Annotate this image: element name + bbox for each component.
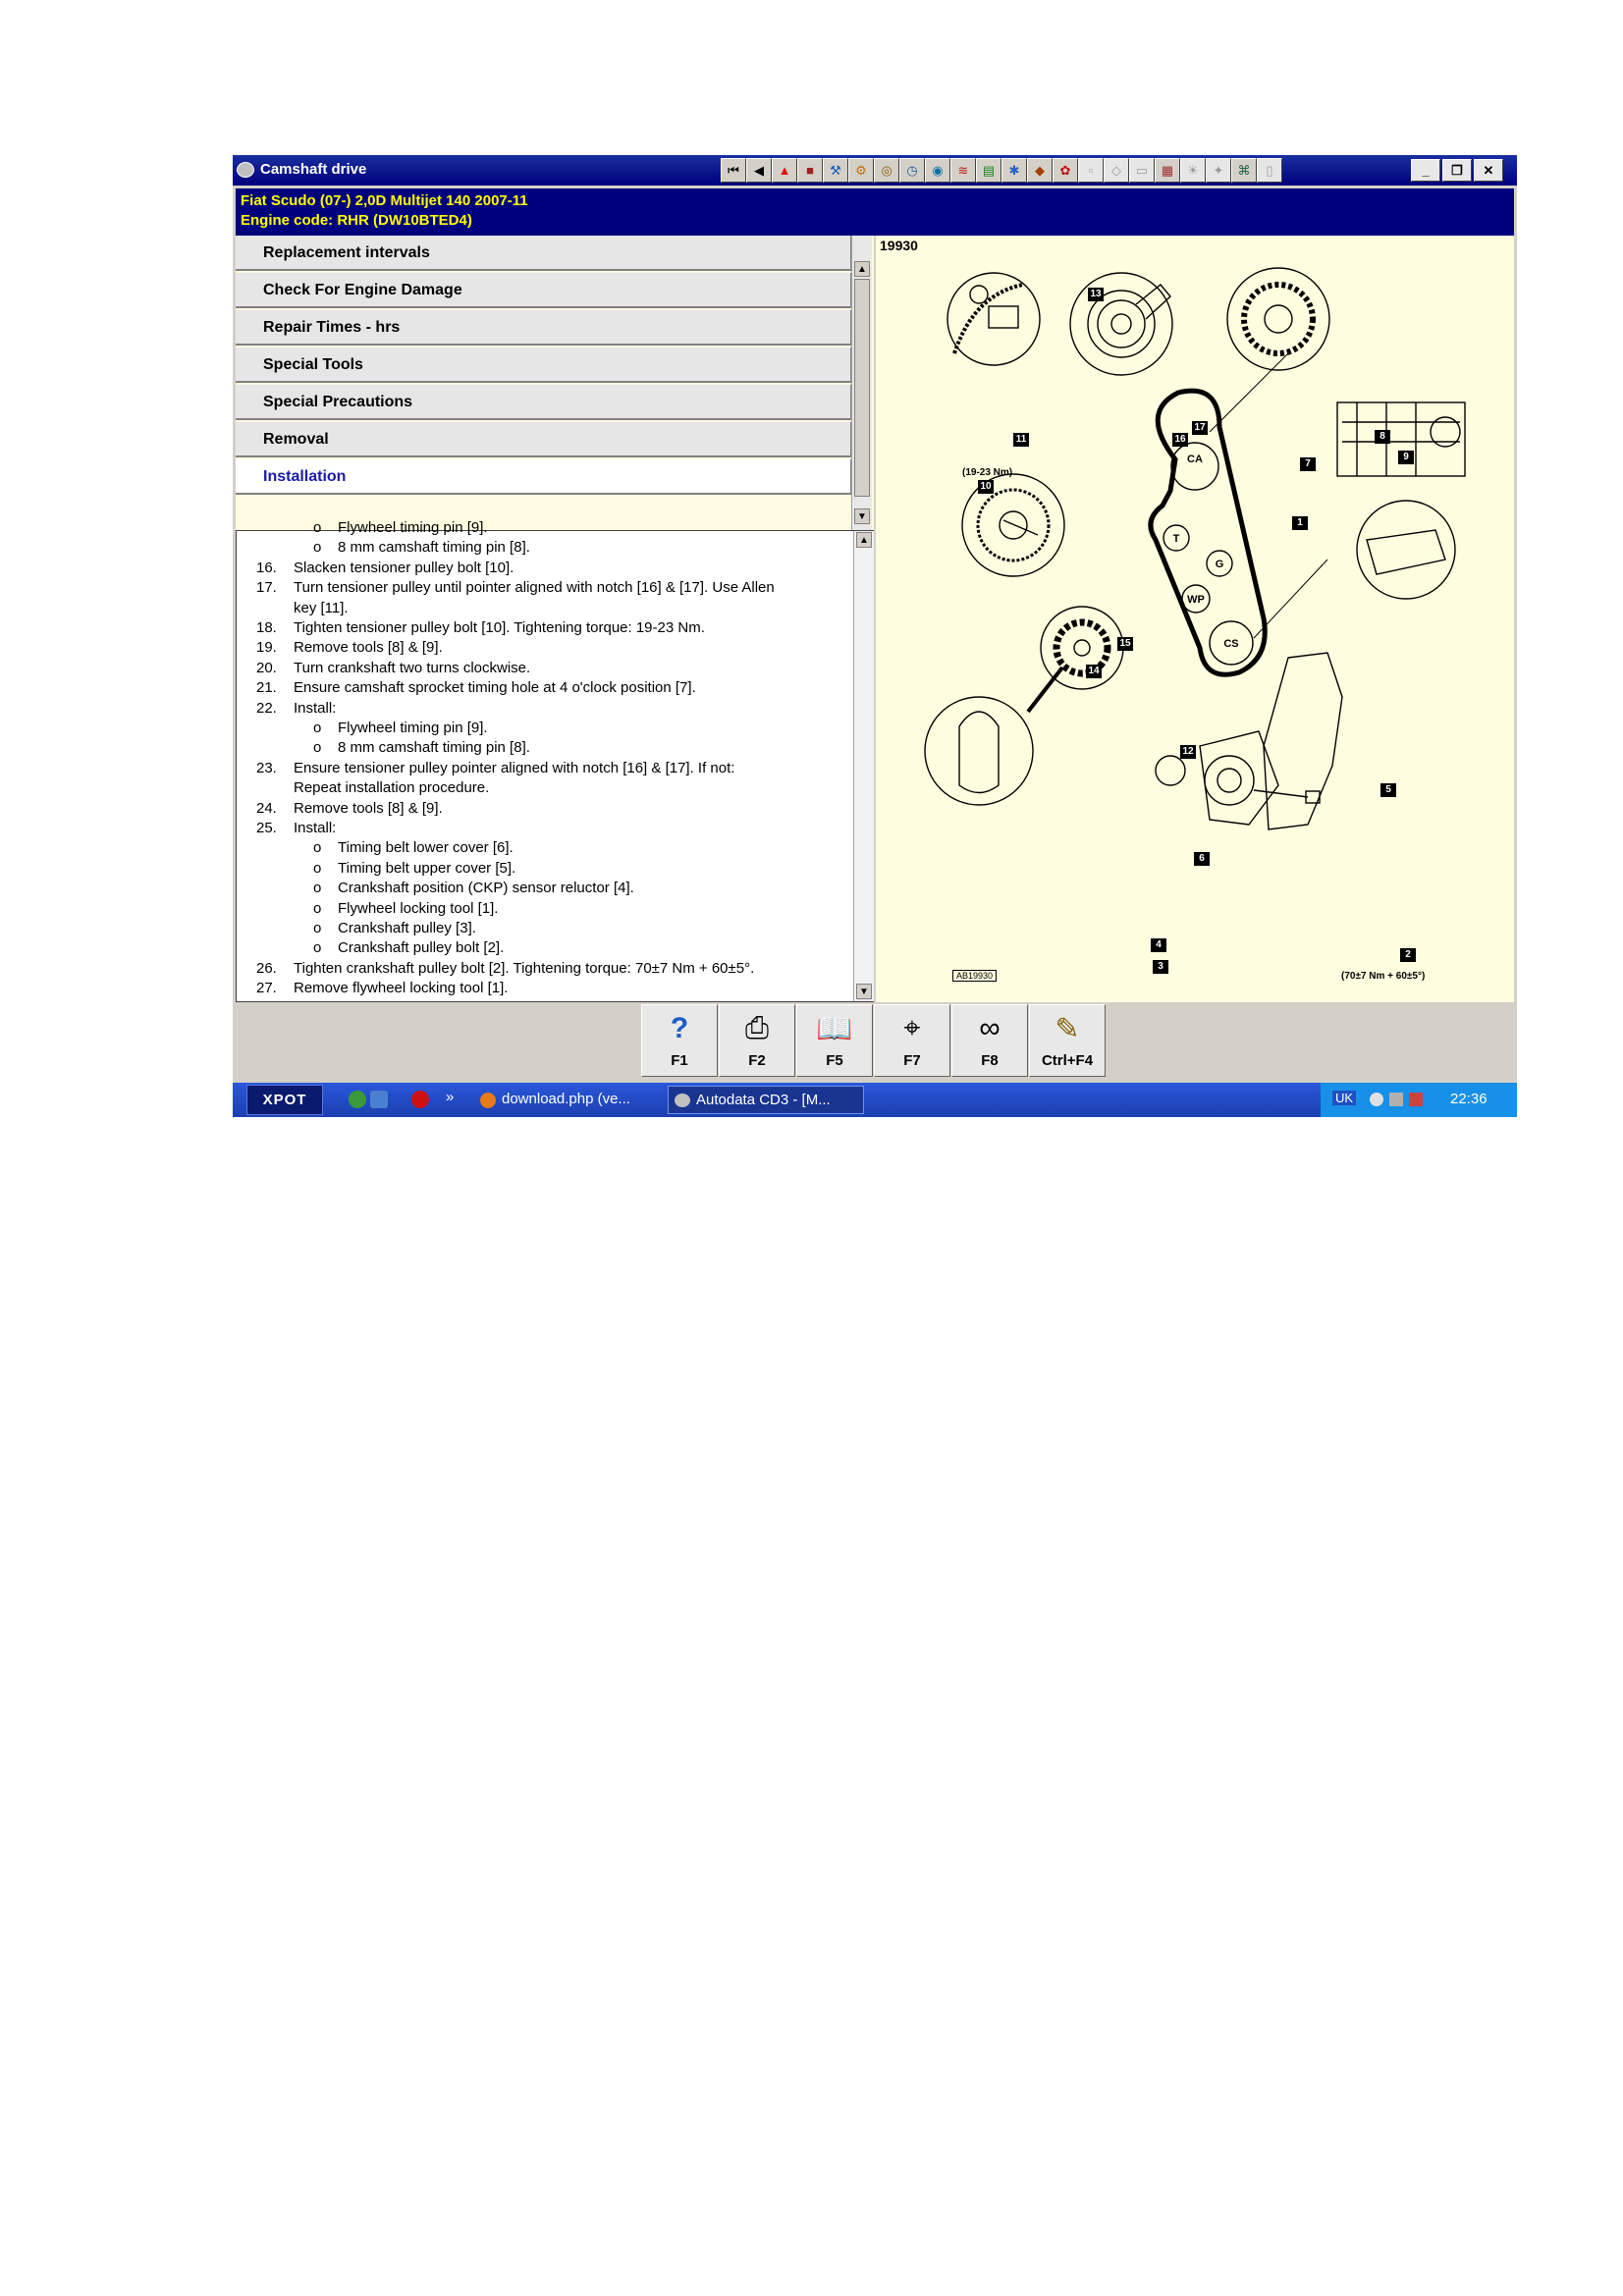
autodata-icon [675, 1094, 690, 1107]
step-text: Install: [294, 699, 337, 717]
speaker-icon[interactable] [1389, 1093, 1403, 1106]
nav-item-special-tools[interactable]: Special Tools [236, 347, 851, 383]
wiring-icon[interactable]: ≋ [950, 158, 976, 183]
autodata-window [233, 155, 1517, 1117]
label-wp: WP [1187, 594, 1205, 606]
text-scrollbar[interactable] [853, 531, 874, 1001]
step-text: Turn tensioner pulley until pointer aligned with notch [16] & [17]. Use Allen [294, 579, 775, 597]
diagram-illustration [876, 236, 1514, 1002]
nav-item-special-precautions[interactable]: Special Precautions [236, 385, 851, 420]
label-t: T [1172, 533, 1180, 545]
sub-item-text: Crankshaft pulley [3]. [338, 920, 476, 936]
vehicle-header [236, 188, 1514, 236]
camshaft-pulley [1171, 443, 1218, 490]
tensioner-torque-label: (19-23 Nm) [962, 467, 1013, 478]
minimize-button[interactable]: _ [1411, 159, 1440, 182]
network-icon[interactable]: ⌘ [1231, 158, 1257, 183]
person-icon[interactable]: ✦ [1206, 158, 1231, 183]
step-number: 20. [256, 659, 277, 676]
lower-cover [1200, 731, 1278, 825]
diagram-footer-code: AB19930 [952, 970, 997, 982]
clock: 22:36 [1450, 1091, 1488, 1107]
warning-icon[interactable]: ▲ [772, 158, 797, 183]
sub-item-text: Flywheel timing pin [9]. [338, 519, 488, 536]
bullet-icon: o [313, 720, 322, 736]
callout-16: 16 [1172, 433, 1188, 447]
step-number: 16. [256, 559, 277, 576]
callout-4: 4 [1151, 938, 1166, 952]
belt-toolbar-icon[interactable]: ◎ [874, 158, 899, 183]
task-autodata[interactable]: Autodata CD3 - [M... [668, 1086, 864, 1114]
detail-circle-flywheel [1357, 501, 1455, 599]
callout-11: 11 [1013, 433, 1029, 447]
step-text: Tighten crankshaft pulley bolt [2]. Tightening torque: 70±7 Nm + 60±5°. [294, 959, 755, 977]
label-cs: CS [1223, 638, 1239, 650]
opera-icon[interactable] [411, 1091, 429, 1108]
text-scroll-down-icon[interactable]: ▼ [856, 984, 872, 999]
step-number: 27. [256, 980, 277, 997]
callout-2: 2 [1400, 948, 1416, 962]
bullet-icon: o [313, 920, 322, 936]
timing-belt-diagram [876, 236, 1514, 1002]
text-scroll-up-icon[interactable]: ▲ [856, 532, 872, 548]
step-text: Install: [294, 820, 337, 836]
step-number: 21. [256, 679, 277, 697]
step-number: 17. [256, 579, 277, 597]
step-number: 19. [256, 639, 277, 657]
callout-17: 17 [1192, 421, 1208, 435]
bulb-icon[interactable]: ☀ [1180, 158, 1206, 183]
bullet-icon: o [313, 859, 322, 877]
callout-7: 7 [1300, 457, 1316, 471]
callout-12: 12 [1180, 745, 1196, 759]
sub-item-text: Flywheel timing pin [9]. [338, 720, 488, 736]
disabled-icon-2[interactable]: ◇ [1104, 158, 1129, 183]
bullet-icon: o [313, 939, 322, 957]
callout-3: 3 [1153, 960, 1168, 974]
nav-item-installation[interactable]: Installation [236, 459, 851, 495]
step-text: Turn crankshaft two turns clockwise. [294, 659, 531, 676]
sub-item-text: Crankshaft pulley bolt [2]. [338, 939, 505, 957]
restore-button[interactable]: ❐ [1442, 159, 1472, 182]
printer-icon: ⎙ [745, 1012, 769, 1044]
section-nav [236, 236, 874, 530]
callout-6: 6 [1194, 852, 1210, 866]
f5-book-button[interactable]: 📖 F5 [796, 1004, 873, 1077]
bullet-icon: o [313, 519, 322, 536]
notes-icon: ✎ [1055, 1012, 1080, 1045]
belt-icon: ∞ [979, 1012, 1001, 1044]
print-toolbar-icon[interactable]: ▦ [1155, 158, 1180, 183]
sub-item-text: Timing belt upper cover [5]. [338, 859, 516, 877]
scroll-up-icon[interactable]: ▲ [854, 261, 870, 277]
crank-torque-label: (70±7 Nm + 60±5°) [1341, 971, 1426, 982]
step-text: Remove flywheel locking tool [1]. [294, 980, 509, 997]
toolbox-icon[interactable]: ■ [797, 158, 823, 183]
bug-icon[interactable]: ✿ [1053, 158, 1078, 183]
nav-item-removal[interactable]: Removal [236, 422, 851, 457]
step-text: Ensure camshaft sprocket timing hole at 4 o'clock position [7]. [294, 679, 696, 697]
callout-15: 15 [1117, 637, 1133, 651]
engine-icon[interactable]: ⚙ [848, 158, 874, 183]
first-page-icon[interactable]: ⏮ [721, 158, 746, 183]
language-indicator[interactable]: UK [1332, 1091, 1356, 1105]
step-text-continued: Repeat installation procedure. [294, 779, 490, 797]
task-download[interactable]: download.php (ve... [474, 1086, 661, 1114]
callout-13: 13 [1088, 288, 1104, 301]
firefox-icon [480, 1093, 496, 1108]
bullet-icon: o [313, 539, 322, 557]
callout-9: 9 [1398, 451, 1414, 464]
callout-5: 5 [1380, 783, 1396, 797]
desktop-icon[interactable] [370, 1091, 388, 1108]
back-icon[interactable]: ◀ [746, 158, 772, 183]
disabled-icon-3[interactable]: ▭ [1129, 158, 1155, 183]
utorrent-icon[interactable] [349, 1091, 366, 1108]
sub-item-text: 8 mm camshaft timing pin [8]. [338, 539, 530, 557]
step-number: 26. [256, 959, 277, 977]
bullet-icon: o [313, 880, 322, 897]
nav-scroll-thumb[interactable] [854, 279, 870, 497]
bullet-icon: o [313, 739, 322, 757]
sub-item-text: Timing belt lower cover [6]. [338, 839, 514, 857]
book-icon: 📖 [816, 1012, 853, 1045]
upper-cover [1264, 653, 1342, 829]
procedure-text [236, 519, 874, 1002]
zoom-icon: ⌖ [903, 1012, 921, 1044]
engine-code: Engine code: RHR (DW10BTED4) [241, 212, 472, 229]
scroll-down-icon[interactable]: ▼ [854, 508, 870, 524]
label-g: G [1215, 559, 1224, 570]
step-text: Tighten tensioner pulley bolt [10]. Tightening torque: 19-23 Nm. [294, 619, 705, 636]
sub-item-text: 8 mm camshaft timing pin [8]. [338, 739, 530, 757]
book-toolbar-icon[interactable]: ◆ [1027, 158, 1053, 183]
sub-item-text: Crankshaft position (CKP) sensor reluctor [4]. [338, 880, 634, 897]
tray-icon-1[interactable] [1370, 1093, 1383, 1106]
step-number: 25. [256, 820, 277, 836]
app-icon [237, 162, 254, 178]
step-number: 23. [256, 759, 277, 776]
detail-circle-camshaft [947, 273, 1040, 365]
callout-10: 10 [978, 480, 994, 494]
nav-item-check-engine-damage[interactable]: Check For Engine Damage [236, 273, 851, 308]
title-bar [233, 155, 1517, 186]
diagram-ref-number: 19930 [880, 238, 918, 253]
vehicle-model: Fiat Scudo (07-) 2,0D Multijet 140 2007-11 [241, 192, 528, 209]
nav-item-repair-times[interactable]: Repair Times - hrs [236, 310, 851, 346]
step-number: 18. [256, 619, 277, 636]
close-button[interactable]: ✕ [1474, 159, 1503, 182]
sub-item-text: Flywheel locking tool [1]. [338, 899, 499, 917]
step-text: Remove tools [8] & [9]. [294, 639, 443, 657]
callout-14: 14 [1086, 665, 1102, 678]
step-number: 24. [256, 799, 277, 817]
help-icon: ? [670, 1012, 689, 1044]
callout-1: 1 [1292, 516, 1308, 530]
system-tray [1321, 1083, 1517, 1117]
detail-circle-keyslot [925, 697, 1033, 805]
f7-zoom-button[interactable]: ⌖ F7 [874, 1004, 950, 1077]
tools-icon[interactable]: ⚒ [823, 158, 848, 183]
label-ca: CA [1187, 454, 1203, 465]
service-icon[interactable]: ✱ [1001, 158, 1027, 183]
clock-icon[interactable]: ◷ [899, 158, 925, 183]
step-text: Slacken tensioner pulley bolt [10]. [294, 559, 514, 576]
taskbar [233, 1083, 1517, 1117]
f8-belt-button[interactable]: ∞ F8 [951, 1004, 1028, 1077]
ctrl-f4-notes-button[interactable]: ✎ Ctrl+F4 [1029, 1004, 1106, 1077]
bullet-icon: o [313, 899, 322, 917]
tray-icon-2[interactable] [1409, 1093, 1423, 1106]
f2-print-button[interactable]: ⎙ F2 [719, 1004, 795, 1077]
f1-help-button[interactable]: ? F1 [641, 1004, 718, 1077]
chart-icon[interactable]: ▤ [976, 158, 1001, 183]
nav-item-replacement-intervals[interactable]: Replacement intervals [236, 236, 851, 271]
exit-icon[interactable]: ▯ [1257, 158, 1282, 183]
window-title: Camshaft drive [260, 161, 367, 178]
step-text: Ensure tensioner pulley pointer aligned with notch [16] & [17]. If not: [294, 759, 735, 776]
step-number: 22. [256, 699, 277, 717]
start-button[interactable]: XPOT [246, 1085, 323, 1115]
quicklaunch-more[interactable]: » [446, 1089, 455, 1105]
callout-8: 8 [1375, 430, 1390, 444]
wheel-icon[interactable]: ◉ [925, 158, 950, 183]
disabled-icon-1[interactable]: ▫ [1078, 158, 1104, 183]
bullet-icon: o [313, 839, 322, 857]
nav-scrollbar[interactable] [851, 236, 872, 530]
step-text-continued: key [11]. [294, 599, 349, 616]
step-text: Remove tools [8] & [9]. [294, 799, 443, 817]
